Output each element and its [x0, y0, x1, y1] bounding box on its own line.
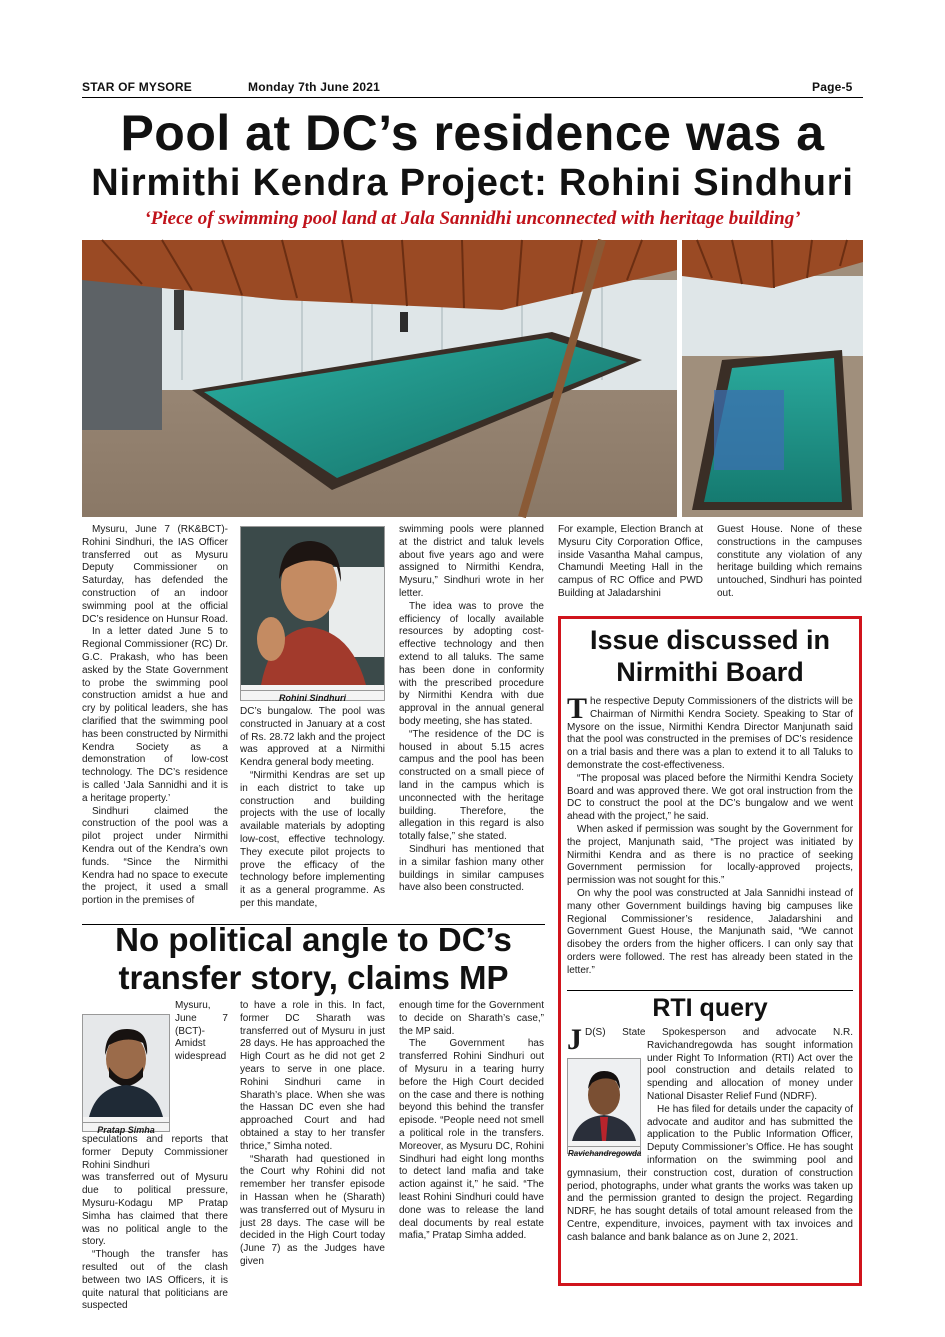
box-rule [567, 990, 853, 991]
ravichandregowda-photo-caption: Ravichandregowda [568, 1146, 640, 1159]
ravichandregowda-photo [567, 1058, 642, 1158]
main-story-col5 [717, 524, 862, 604]
box-para3: When asked if permission was sought by the Government for the project, Manjunath said, “The project was initiated by Nirmithi Kendra and as there is no practice of seeking Government permission for locally-approved projects, permission was not sought for this.” [567, 823, 853, 887]
pratap-photo [82, 1014, 170, 1135]
main-col1-para3: Sindhuri claimed the construction of the pool was a pilot project under Nirmithi Kendra out of the Kendra’s own funds. “Since the Nirmithi Kendra had no space to execute the project, it used a small portion in the premises of [82, 805, 228, 907]
rti-para1: D(S) State Spokesperson and advocate N.R. Ravichandregowda has sought information under Right To Information (RTI) Act over the pool construction and details related to spending and allocation of money under National Disaster Relief Fund (NDRF). [585, 1027, 853, 1102]
main-col3-para2: The idea was to prove the efficiency of locally available resources by adopting cost-effective technology and then extend to all taluks. The same has been done in conformity with the prescribed procedure by Nirmithi Kendra with due approval in the annual general body meeting, she has stated. [399, 600, 544, 727]
rohini-photo [240, 526, 385, 701]
main-col3-para1: swimming pools were planned at the district and taluk levels about five years ago and were assigned to Nirmithi Kendra, Mysuru,” Sindhuri wrote in her letter. [399, 524, 544, 599]
pratap-photo-caption: Pratap Simha [83, 1122, 169, 1136]
main-col5-para1: Guest House. None of these constructions in the campuses constitute any violation of any heritage building which remains untouched, Sindhuri has pointed out. [717, 524, 862, 599]
main-headline-line2: Nirmithi Kendra Project: Rohini Sindhuri [91, 162, 854, 204]
second-col1-para1: was transferred out of Mysuru due to political pressure, Mysuru-Kodagu MP Pratap Simha has claimed that there was no political angle to the story. [82, 1172, 228, 1248]
second-col1-lead: Mysuru, June 7 (BCT)- Amidst widespread speculations and reports that former Deputy Commissioner Rohini Sindhuri [82, 1000, 228, 1171]
main-col4-para1: For example, Election Branch at Mysuru City Corporation Office, inside Vasantha Mahal campus, Chamundi Meeting Hall in the campus of RC Office and PWD Building at Jaladarshini [558, 524, 703, 599]
box-dropcap: T [567, 692, 588, 725]
second-headline-line2: transfer story, claims MP [118, 959, 509, 996]
main-story-col4 [558, 524, 703, 604]
second-col2-para2: “Sharath had questioned in the Court why Rohini did not remember her transfer episode in Hassan when he (Sharath) was transferred out of Mysuru in just 28 days. The case will be decided in the High Court today (June 7) as the Judges have given [240, 1153, 385, 1267]
pool-photo-narrow [682, 240, 863, 517]
masthead-rule [82, 97, 863, 98]
main-col1-para2: In a letter dated June 5 to Regional Commissioner (RC) Dr. G.C. Prakash, who has been asked by the State Government to probe the swimming pool construction amidst a hue and cry by political leaders, she has clarified that the swimming pool has been constructed by Nirmithi Kendra Society as a demonstration of low-cost technology. The DC’s residence is called ‘Jala Sannidhi and it is a heritage property.’ [82, 626, 228, 804]
second-col3-para2: The Government has transferred Rohini Sindhuri out of Mysuru in a tearing hurry before the High Court decided on the case and there is nothing beyond this behind the transfer episode. “People need not smell a political role in the transfers. Moreover, as Mysuru DC, Rohini Sindhuri had eight long months to detect land mafia and take action against it,” he said. “The least Rohini Sindhuri could have done was to release the land deal documents by real estate mafia,” Pratap Simha added. [399, 1038, 544, 1242]
page-number: Page-5 [812, 80, 853, 94]
rti-story-text [567, 1023, 853, 1275]
second-headline-line1: No political angle to DC’s [115, 921, 512, 958]
main-col3-para4: Sindhuri has mentioned that in a similar fashion many other buildings in similar campuses have also been constructed. [399, 843, 544, 894]
box-para2: “The proposal was placed before the Nirmithi Kendra Society Board and was approved there. We got oral instruction from the DC to construct the pool at the DC’s bungalow and we went ahead with the project,” he said. [567, 772, 853, 823]
rti-dropcap: J [567, 1023, 582, 1056]
main-deck: ‘Piece of swimming pool land at Jala Sannidhi unconnected with heritage building’ [144, 208, 801, 229]
second-story-col2 [240, 1000, 385, 1270]
second-story-col3 [399, 1000, 544, 1270]
rohini-photo-caption: Rohini Sindhuri [241, 690, 384, 705]
rti-para2: He has filed for details under the capacity of advocate and auditor and has submitted the application to the Public Information Officer, Deputy Commissioner’s Office. He has sought information on the swimming pool and gymnasium, their construction cost, duration of construction period, photographs, under what grants the works was taken up and the permission granted to design the project. Regarding NDRF, he has sought details of total amount released from the Centre, expenditure, invoices, payment with tax invoices and cash balance and bank balance as on June 2, 2021. [567, 1103, 853, 1243]
main-col1-para1: Mysuru, June 7 (RK&BCT)- Rohini Sindhuri, the IAS Officer transferred out as Mysuru Deputy Commissioner on Saturday, has defended the construction of an indoor swimming pool at the official DC’s residence on Hunsur Road. [82, 524, 229, 625]
main-story-col3 [399, 524, 544, 894]
sidebar-box [558, 616, 862, 1286]
second-col1-para2: “Though the transfer has resulted out of the clash between two IAS Officers, it is quite natural that politicians are suspected [82, 1249, 228, 1312]
main-headline-line1: Pool at DC’s residence was a [120, 105, 825, 161]
second-col2-para1: to have a role in this. In fact, former DC Sharath was transferred out of Mysuru in just 28 days. He has approached the High Court as he did not get 2 years to serve in one place. Rohini Sindhuri came in Sharath’s place. When she was the Hassan DC even she had approached Court and had obtained a stay to her transfer thrice,” Simha noted. [240, 1000, 385, 1152]
pool-photo-wide [82, 240, 677, 517]
main-story-col2 [240, 706, 385, 909]
paper-name: STAR OF MYSORE [82, 80, 192, 94]
box-story-text [567, 692, 853, 988]
rti-headline: RTI query [652, 994, 768, 1022]
second-story-col1 [82, 1000, 228, 1312]
main-col2-para1: DC’s bungalow. The pool was constructed in January at a cost of Rs. 28.72 lakh and the project was approved at a Nirmithi Kendra general body meeting. [240, 706, 385, 769]
main-col2-para2: “Nirmithi Kendras are set up in each district to take up construction and building projects with the use of locally available materials by adopting low-cost, effective technology. They execute pilot projects to prove the efficacy of the technology before implementing it as a general programme. As per this mandate, [240, 769, 385, 909]
box-para1: he respective Deputy Commissioners of the districts will be Chairman of Nirmithi Kendra Society. Speaking to Star of Mysore on the issue, Nirmithi Kendra Director Manjunath said that the pool was constructed in the premises of DC’s residence on a trial basis and there was a plan to extend it to all Taluks to demonstrate the cost-effectiveness. [567, 696, 853, 771]
box-headline-line1: Issue discussed in [589, 625, 831, 655]
box-headline-line2: Nirmithi Board [616, 657, 804, 687]
second-col3-para1: enough time for the Government to decide on Sharath’s case,” the MP said. [399, 1000, 544, 1037]
box-para4: On why the pool was constructed at Jala Sannidhi instead of many other Government buildings having big campuses like Regional Commissioner’s residence, Jaladarshini and Government Guest House, the Manjunath said, “We cannot disobey the orders from the higher officers. I can only say that orders were followed. The rest has already been stated in the letter.” [567, 887, 853, 976]
main-col3-para3: “The residence of the DC is housed in about 5.15 acres campus and the pool has been constructed on a small piece of land in the campus which is unconnected with the heritage building. Therefore, the allegation in this regard is also totally false,” she stated. [399, 728, 544, 843]
main-story-col1 [82, 524, 229, 907]
issue-date: Monday 7th June 2021 [248, 80, 381, 94]
